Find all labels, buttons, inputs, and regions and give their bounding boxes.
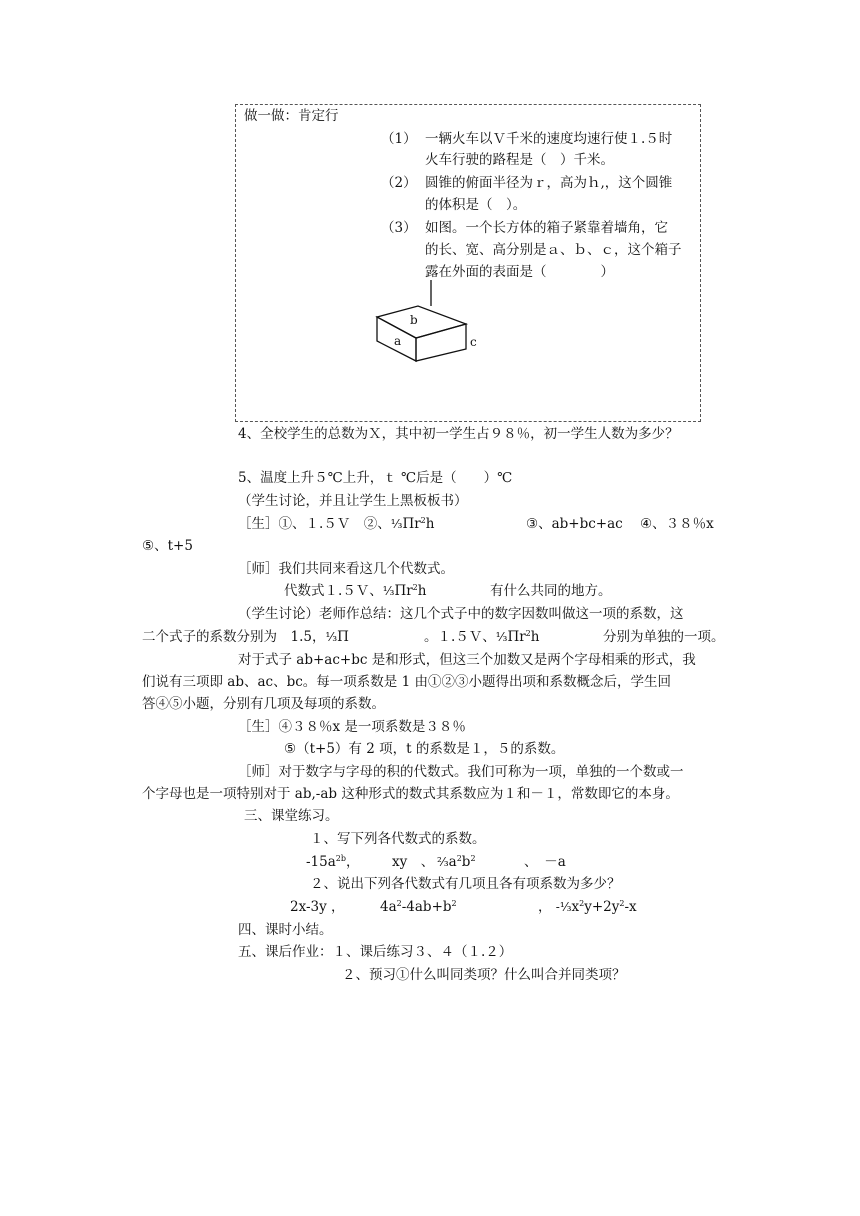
summary-line-5: 答④⑤小题，分别有几项及每项的系数。 [142,696,385,712]
compare-part-b: Πr [394,583,413,599]
section-4-title: 四、课时小结。 [238,922,333,938]
label-a: a [394,334,402,348]
question-4: 4、全校学生的总数为Ｘ，其中初一学生占９８％，初一学生人数为多少？ [238,426,679,442]
exercise-2-item-b-part1: 4a [380,899,397,915]
student-answer-2-line-2: ⑤（t+5）有 2 项，t 的系数是１，５的系数。 [284,741,565,757]
exercise-2-item-c-part3: -x [624,899,637,915]
exercise-2-item-c-part2: y+2y [584,899,620,915]
box-item-2-line1: 圆锥的俯面半径为ｒ，高为ｈ,，这个圆锥 [425,175,673,191]
fraction-neg-one-third: -⅓ [555,900,572,914]
summary-line-2-part-f: 分别为单独的一项。 [603,629,725,645]
section-5-line-1: 五、课后作业：１、课后练习３、４（１.２） [238,944,513,960]
exercise-1-prompt: １、写下列各代数式的系数。 [310,831,486,847]
exercise-2-separator: ， [538,899,552,915]
exercise-1-items [306,856,360,870]
student-answer-2-line-1: ［生］④３８％x 是一项系数是３８％ [238,719,466,735]
teacher-remark-2-line-1: ［师］对于数字与字母的积的代数式。我们可称为一项，单独的一个数或一 [238,764,684,780]
box-item-2-line2: 的体积是（ ）。 [425,197,527,213]
exercise-1-item-c [437,856,476,870]
summary-line-2-part-b: Π [337,629,349,645]
box-item-3-line2: 的长、宽、高分别是ａ、ｂ、ｃ，这个箱子 [425,242,682,258]
exercise-2-item-c-part1: x [571,899,580,915]
cuboid-figure [370,280,480,370]
exercise-1-item-d: 、 －a [524,854,566,870]
box-item-2-number: （2） [381,175,417,191]
summary-line-2-mid [424,631,539,645]
compare-part-a: 代数式１.５Ｖ、 [284,583,383,599]
exercise-2-item-b-part2: -4ab+b [401,899,452,915]
exponent: 2 [470,854,476,863]
compare-line [284,585,426,599]
exercise-1-item-a: -15a [306,854,336,870]
summary-line-2-part-e: h [530,629,540,645]
discussion-note: （学生讨论，并且让学生上黑板板书） [238,493,468,509]
exercise-2-item-b [380,901,457,915]
student-answer-part-a: ［生］①、１.５Ｖ ②、 [238,516,391,532]
exercise-1-item-b: xy 、 [392,854,435,870]
exponent: 2b [335,854,347,863]
summary-line-2 [142,631,349,645]
summary-line-2-part-a: 二个式子的系数分别为 1.5， [142,629,326,645]
summary-line-3: 对于式子 ab+ac+bc 是和形式，但这三个加数又是两个字母相乘的形式，我 [238,652,696,668]
label-c: c [470,335,477,349]
student-answer-line [238,518,434,532]
fraction-one-third: ⅓ [325,630,338,644]
summary-line-1: （学生讨论）老师作总结：这几个式子中的数字因数叫做这一项的系数，这 [238,606,684,622]
teacher-remark-2-line-2: 个字母也是一项特别对于 ab,-ab 这种形式的数式其系数应为１和－１，常数即它的本身。 [142,786,679,802]
box-item-1-number: （1） [381,131,417,147]
exponent: 2 [619,899,625,908]
box-item-1-line2: 火车行驶的路程是（ ）千米。 [425,152,614,168]
exponent: 2 [396,899,402,908]
exponent: 2 [525,629,531,638]
box-item-3-line3: 露在外面的表面是（ ） [425,264,614,280]
exponent: 2 [451,899,457,908]
exponent: 2 [420,516,426,525]
section-3-title: 三、课堂练习。 [244,808,339,824]
exercise-1-item-a-end: ， [346,854,360,870]
compare-part-d: 有什么共同的地方。 [490,583,612,599]
student-answer-part-b: Πr [402,516,421,532]
fraction-two-thirds: ⅔ [437,855,449,869]
exercise-2-item-a: 2x-3y ， [290,899,345,915]
summary-line-2-part-d: Πr [507,629,526,645]
summary-line-4: 们说有三项即 ab、ac、bc。每一项系数是 1 由①②③小题得出项和系数概念后，学生回 [142,674,671,690]
exercise-1-item-c-var2: b [461,854,471,870]
box-item-3-number: （3） [381,220,417,236]
exponent: 2 [412,583,418,592]
exercise-2-item-c [538,901,637,915]
fraction-one-third: ⅓ [382,584,395,598]
exercise-2-prompt: ２、说出下列各代数式有几项且各有项系数为多少？ [310,876,621,892]
teacher-remark-1: ［师］我们共同来看这几个代数式。 [238,561,454,577]
compare-part-c: h [417,583,427,599]
box-item-3-line1: 如图。一个长方体的箱子紧靠着墙角，它 [425,220,668,236]
box-item-1-line1: 一辆火车以Ｖ千米的速度均速行使１.５时 [425,131,673,147]
question-5: 5、温度上升５℃上升，ｔ ℃后是（ ）℃ [238,470,513,486]
exercise-1-item-c-var: a [448,854,457,870]
exponent: 2 [456,854,462,863]
student-answer-part-e: ⑤、t+5 [142,538,193,554]
summary-line-2-part-c: 。１.５Ｖ、 [424,629,496,645]
fraction-one-third: ⅓ [495,630,508,644]
section-5-line-2: ２、预习①什么叫同类项？什么叫合并同类项？ [342,967,626,983]
label-b: b [410,313,418,327]
exponent: 2 [579,899,585,908]
student-answer-part-c: ③、ab+bc+ac [526,516,623,532]
student-answer-part-d: ④、３８％x [640,516,714,532]
box-title: 做一做：肯定行 [244,108,339,124]
fraction-one-third: ⅓ [390,517,403,531]
student-answer-part-b-end: h [425,516,435,532]
